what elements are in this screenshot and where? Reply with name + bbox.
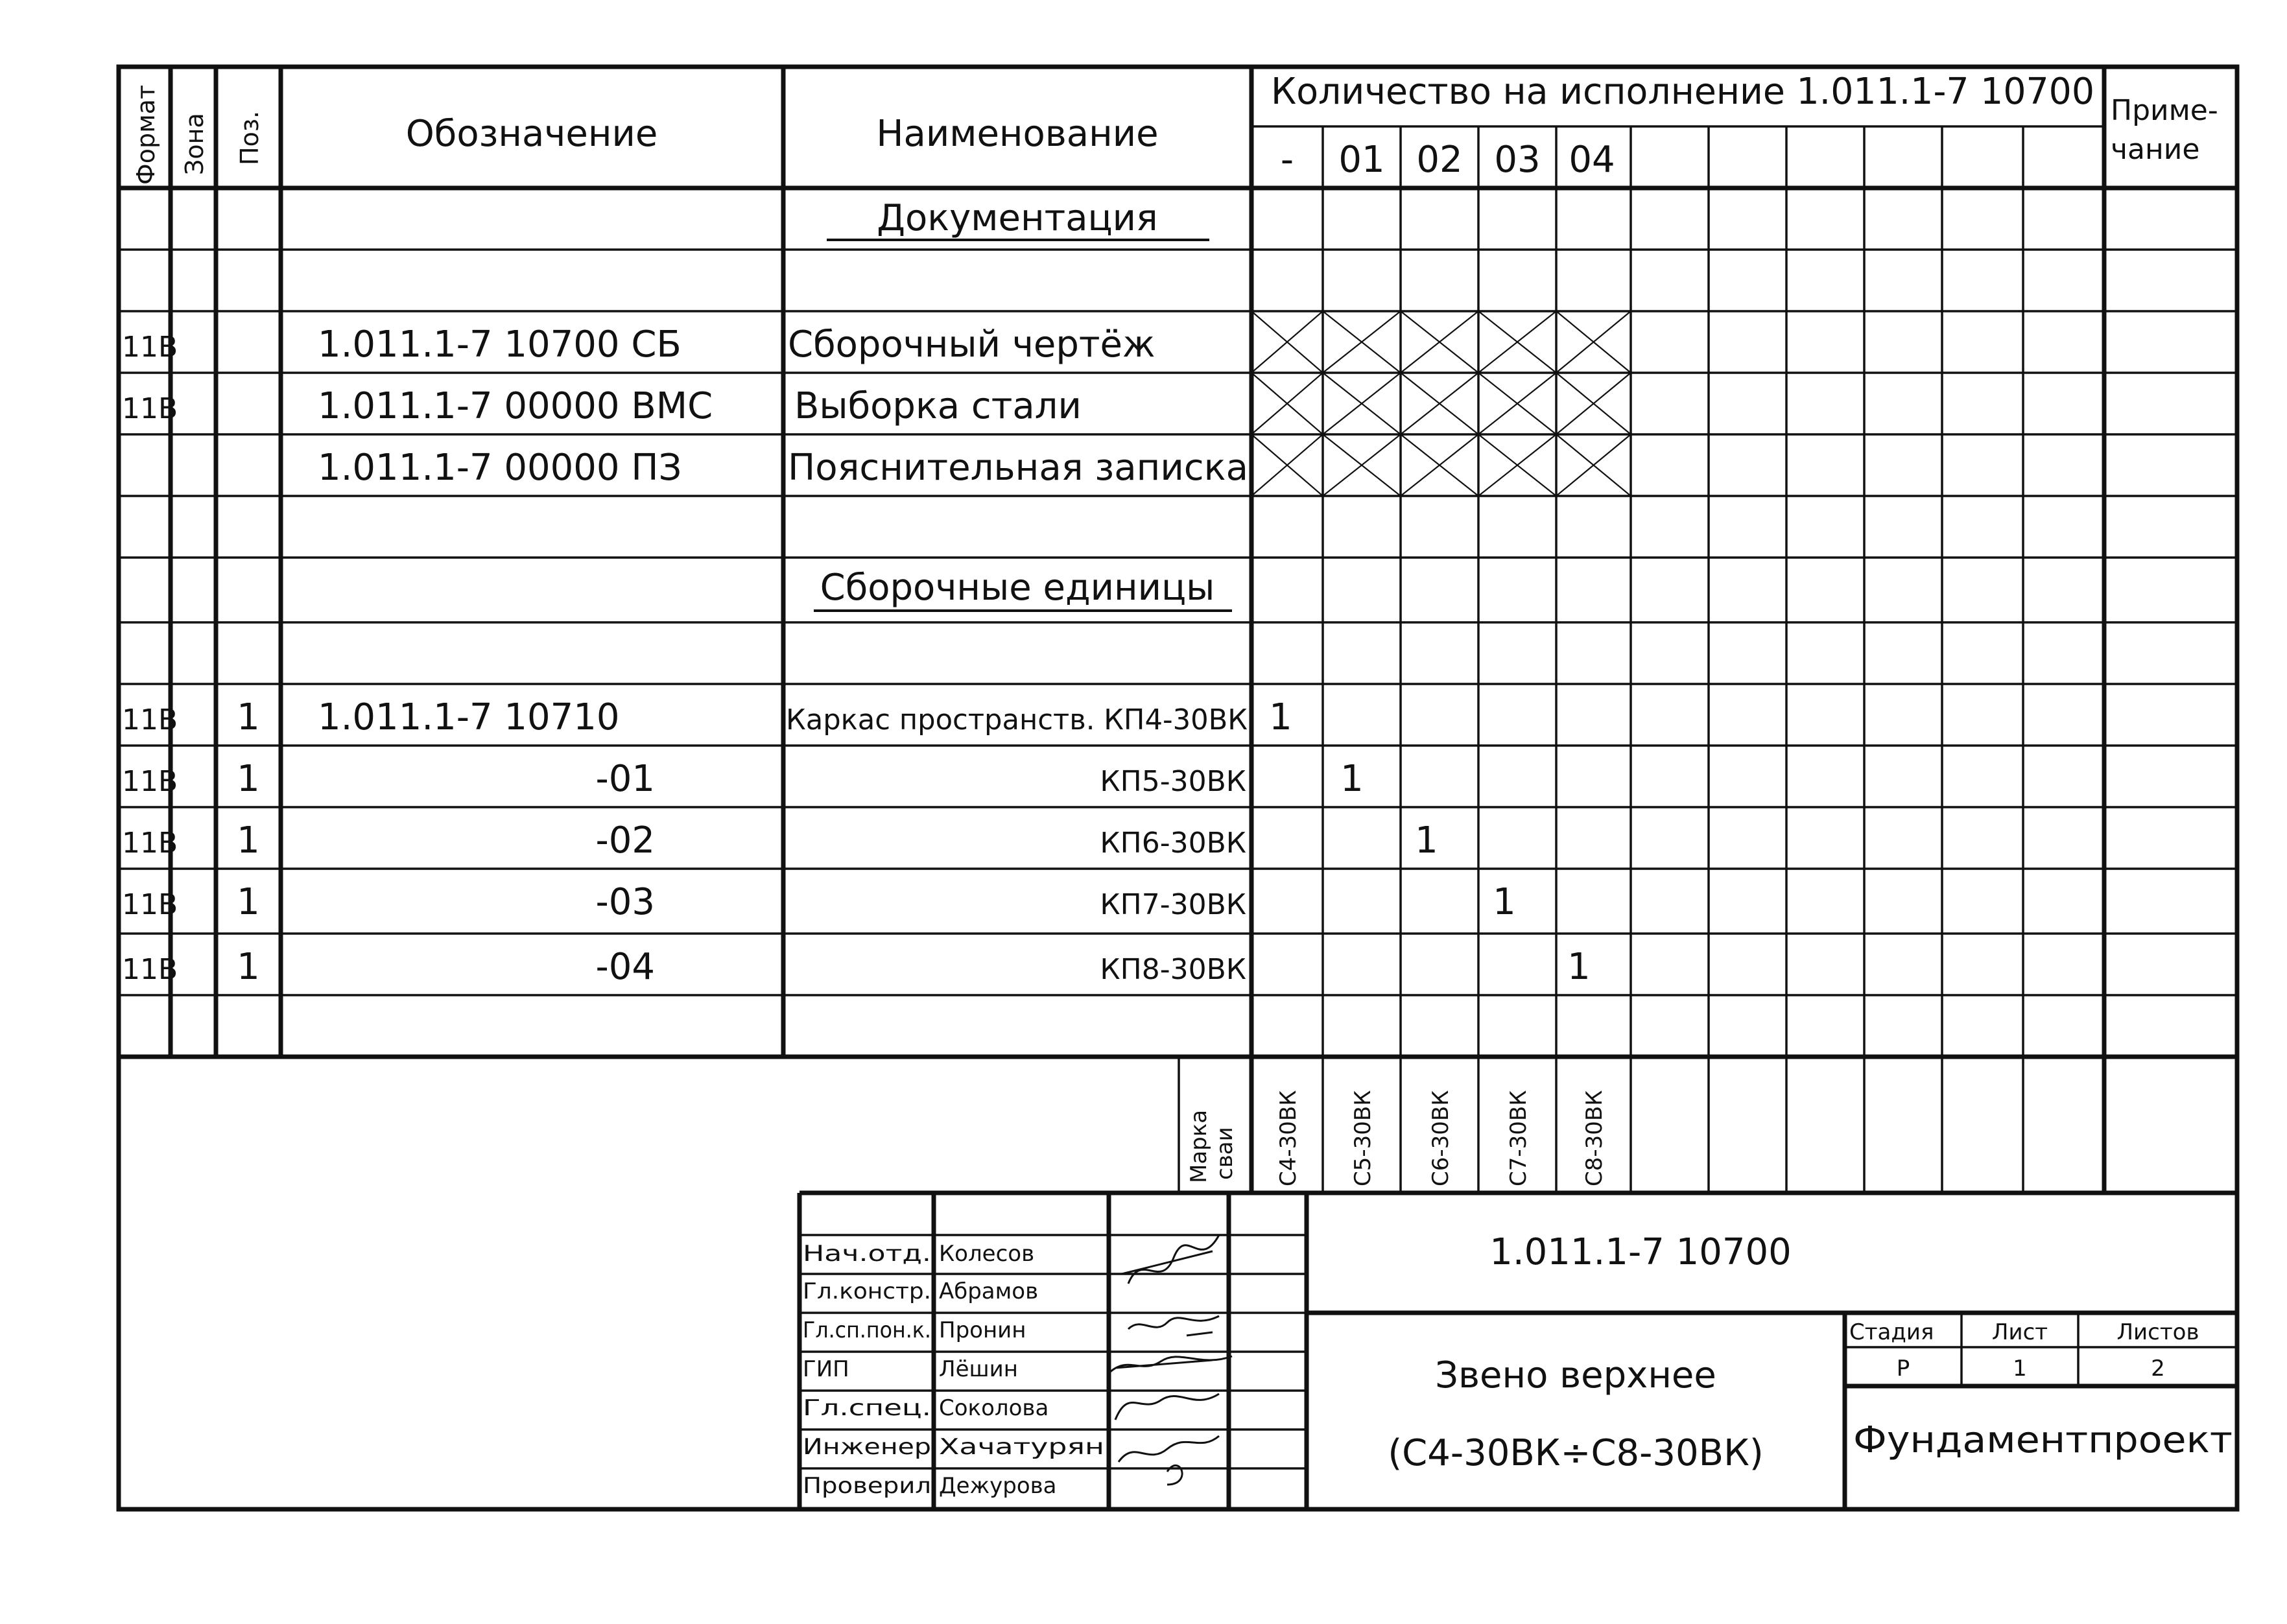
organization-name: Фундаментпроект xyxy=(1853,1419,2233,1461)
person-name: Лёшин xyxy=(939,1356,1018,1382)
table-row xyxy=(827,197,1209,240)
person-role: Гл.констр. xyxy=(803,1278,931,1304)
document-number: 1.011.1-7 10700 xyxy=(1489,1231,1792,1273)
variant-headers xyxy=(1281,139,1615,181)
person-role: ГИП xyxy=(803,1356,849,1382)
qty-cell: 1 xyxy=(1567,946,1591,988)
row-name: Пояснительная записка xyxy=(788,447,1248,489)
header-zone: Зона xyxy=(180,113,209,175)
people-table xyxy=(803,1241,1104,1499)
header-pos: Поз. xyxy=(235,110,264,165)
variant-header: 02 xyxy=(1416,139,1463,181)
row-designation: -02 xyxy=(595,819,655,862)
marks-label-line1: Марка xyxy=(1186,1109,1212,1183)
header-name: Наименование xyxy=(876,113,1159,155)
pile-mark: С8-30ВК xyxy=(1582,1090,1607,1186)
row-name: КП6-30ВК xyxy=(1100,827,1246,860)
header-note-line2: чание xyxy=(2111,133,2200,166)
table-row xyxy=(122,758,1364,800)
variant-header: 04 xyxy=(1569,139,1615,181)
marks-label-line2: сваи xyxy=(1212,1127,1238,1180)
row-format: 11В xyxy=(122,888,178,921)
row-designation: 1.011.1-7 10710 xyxy=(318,696,620,738)
row-format: 11В xyxy=(122,827,178,860)
stage-label: Стадия xyxy=(1849,1319,1934,1345)
row-designation: -04 xyxy=(595,946,655,988)
row-name: Сборочный чертёж xyxy=(788,324,1155,366)
person-name: Соколова xyxy=(939,1395,1049,1421)
stage-value: Р xyxy=(1896,1356,1910,1382)
qty-cell: 1 xyxy=(1340,758,1364,800)
person-name: Колесов xyxy=(939,1241,1035,1267)
header-format: Формат xyxy=(132,84,160,185)
pile-mark: С4-30ВК xyxy=(1275,1090,1301,1186)
sheet-value: 1 xyxy=(2013,1356,2027,1382)
pile-mark: С7-30ВК xyxy=(1506,1090,1532,1186)
row-pos: 1 xyxy=(237,696,260,738)
person-role: Инженер xyxy=(803,1434,931,1460)
row-pos: 1 xyxy=(237,946,260,988)
signature xyxy=(1122,1235,1219,1284)
sheets-value: 2 xyxy=(2151,1356,2165,1382)
row-designation: -03 xyxy=(595,881,655,923)
person-name: Абрамов xyxy=(939,1278,1039,1304)
row-format: 11В xyxy=(122,703,178,736)
signature xyxy=(1128,1316,1219,1336)
row-pos: 1 xyxy=(237,758,260,800)
table-row xyxy=(814,567,1232,611)
row-format: 11В xyxy=(122,392,178,425)
table-row xyxy=(122,324,1155,366)
header-designation: Обозначение xyxy=(405,113,658,155)
qty-cell: 1 xyxy=(1269,696,1292,738)
signature xyxy=(1119,1436,1219,1485)
table-row xyxy=(122,696,1292,738)
drawing-title-line1: Звено верхнее xyxy=(1435,1354,1716,1396)
title-block xyxy=(803,1231,2233,1499)
person-role: Гл.спец. xyxy=(803,1395,931,1421)
row-format: 11В xyxy=(122,765,178,798)
pile-mark: С5-30ВК xyxy=(1350,1090,1376,1186)
variant-header: 01 xyxy=(1338,139,1385,181)
qty-cell: 1 xyxy=(1415,819,1438,862)
row-name: КП7-30ВК xyxy=(1100,888,1246,921)
sheet-label: Лист xyxy=(1991,1319,2048,1345)
person-name: Хачатурян xyxy=(939,1434,1104,1460)
row-designation: -01 xyxy=(595,758,655,800)
person-role: Нач.отд. xyxy=(803,1241,931,1267)
table-row xyxy=(122,819,1438,862)
signature xyxy=(1115,1394,1219,1420)
section-title: Сборочные единицы xyxy=(820,567,1215,609)
sheets-label: Листов xyxy=(2116,1319,2199,1345)
row-designation: 1.011.1-7 10700 СБ xyxy=(318,324,681,366)
crossed-cells xyxy=(1251,311,1631,496)
row-name: Выборка стали xyxy=(794,385,1082,427)
row-format: 11В xyxy=(122,331,178,364)
variant-header: - xyxy=(1280,139,1294,181)
header-note-line1: Приме- xyxy=(2111,94,2218,127)
person-name: Пронин xyxy=(939,1317,1026,1343)
table-row xyxy=(122,385,1082,427)
person-name: Дежурова xyxy=(939,1473,1057,1499)
row-pos: 1 xyxy=(237,881,260,923)
row-name: КП5-30ВК xyxy=(1100,765,1246,798)
table-row xyxy=(122,946,1591,988)
drawing-title-line2: (С4-30ВК÷С8-30ВК) xyxy=(1388,1432,1764,1474)
row-name: Каркас пространств. КП4-30ВК xyxy=(786,703,1248,736)
signatures xyxy=(1109,1235,1232,1485)
table-row xyxy=(122,881,1516,923)
table-header xyxy=(132,71,2218,185)
person-role: Проверил xyxy=(803,1473,931,1499)
header-qty-title: Количество на исполнение 1.011.1-7 10700 xyxy=(1271,71,2094,113)
section-title: Документация xyxy=(877,197,1158,239)
row-format: 11В xyxy=(122,953,178,986)
pile-mark: С6-30ВК xyxy=(1428,1090,1454,1186)
signature xyxy=(1109,1356,1232,1373)
row-designation: 1.011.1-7 00000 ПЗ xyxy=(318,447,682,489)
row-pos: 1 xyxy=(237,819,260,862)
row-name: КП8-30ВК xyxy=(1100,953,1246,986)
row-designation: 1.011.1-7 00000 ВМС xyxy=(318,385,713,427)
person-role: Гл.сп.пон.к. xyxy=(803,1317,931,1343)
qty-cell: 1 xyxy=(1493,881,1516,923)
variant-header: 03 xyxy=(1494,139,1541,181)
